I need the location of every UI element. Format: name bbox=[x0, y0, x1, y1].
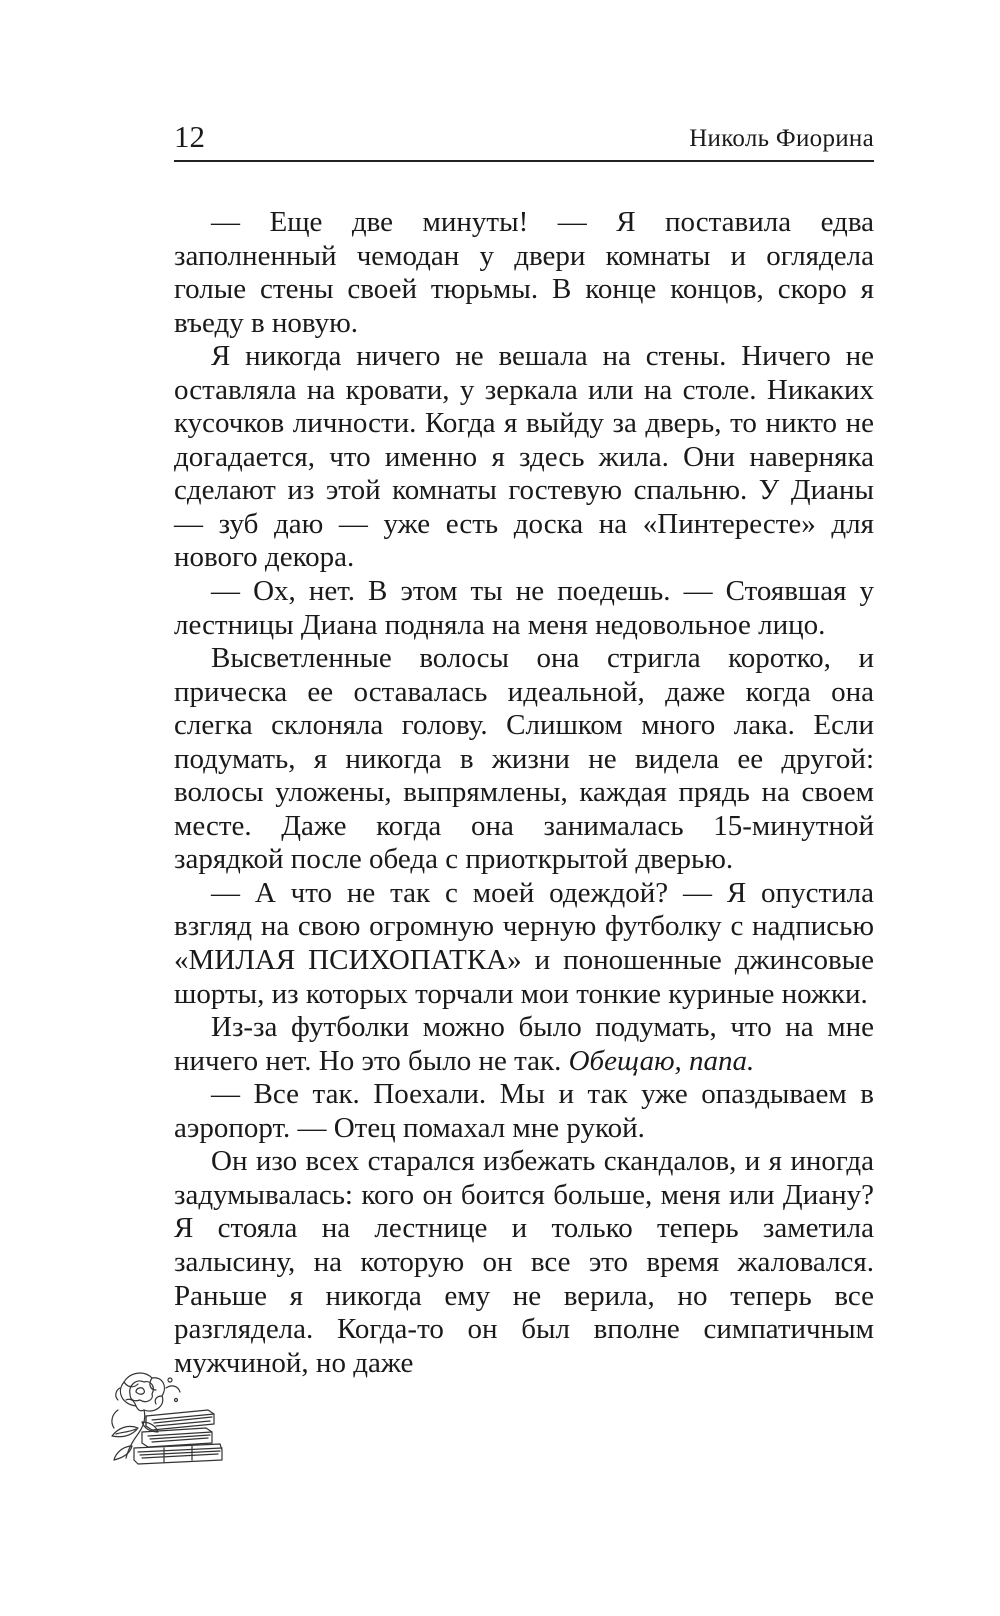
page-number: 12 bbox=[174, 119, 205, 154]
paragraph bbox=[174, 340, 874, 575]
body-text bbox=[174, 206, 874, 1380]
paragraph bbox=[174, 877, 874, 1011]
paragraph-text: Я никогда ничего не вешала на стены. Ничего не оставляла на кровати, у зеркала или на столе. Никаких кусочков личности. Когда я выйду за дверь, то никто не догадается, что именно я здесь жила. Они наверняка сделают из этой комнаты гостевую спальню. У Дианы — зуб даю — уже есть доска на «Пинтересте» для нового декора. bbox=[174, 340, 874, 574]
paragraph bbox=[174, 1078, 874, 1145]
paragraph-text: Он изо всех старался избежать скандалов, и я иногда задумывалась: кого он боится больше, меня или Диану? Я стояла на лестнице и только теперь заметила залысину, на которую он все это время жаловался. Раньше я никогда ему не верила, но теперь все разглядела. Когда-то он был вполне симпатичным мужчиной, но даже bbox=[174, 1145, 874, 1379]
paragraph-text: Из-за футболки можно было подумать, что на мне ничего нет. Но это было не так. bbox=[174, 1011, 874, 1077]
paragraph bbox=[174, 575, 874, 642]
running-head bbox=[174, 118, 874, 162]
paragraph-text: Высветленные волосы она стригла коротко, и прическа ее оставалась идеальной, даже когда она слегка склоняла голову. Слишком много лака. Если подумать, я никогда в жизни не видела ее другой: волосы уложены, выпрямлены, каждая прядь на своем месте. Даже когда она занималась 15-минутной зарядкой после обеда с приоткрытой дверью. bbox=[174, 642, 874, 876]
flower-and-books-icon bbox=[104, 1366, 228, 1466]
paragraph-text: — Все так. Поехали. Мы и так уже опаздываем в аэропорт. — Отец помахал мне рукой. bbox=[174, 1078, 874, 1144]
paragraph-text: — Ох, нет. В этом ты не поедешь. — Стоявшая у лестницы Диана подняла на меня недовольное лицо. bbox=[174, 575, 874, 641]
paragraph-text: — А что не так с моей одеждой? — Я опустила взгляд на свою огромную черную футболку с надписью «МИЛАЯ ПСИХОПАТКА» и поношенные джинсовые шорты, из которых торчали мои тонкие куриные ножки. bbox=[174, 876, 874, 1010]
paragraph bbox=[174, 206, 874, 340]
paragraph bbox=[174, 642, 874, 877]
running-title: Николь Фиорина bbox=[689, 125, 874, 152]
italic-phrase: Обещаю, папа. bbox=[568, 1044, 755, 1077]
paragraph-text: — Еще две минуты! — Я поставила едва заполненный чемодан у двери комнаты и оглядела голые стены своей тюрьмы. В конце концов, скоро я въеду в новую. bbox=[174, 206, 874, 339]
paragraph bbox=[174, 1145, 874, 1380]
paragraph bbox=[174, 1011, 874, 1078]
